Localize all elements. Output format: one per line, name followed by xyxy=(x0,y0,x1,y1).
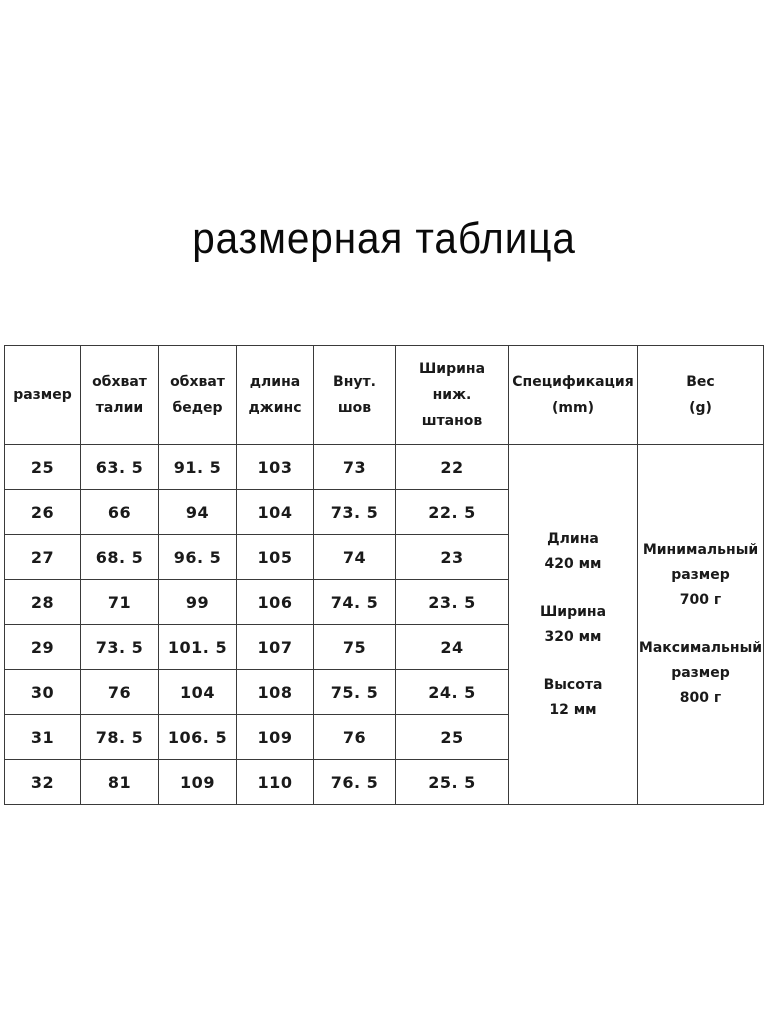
weight-max-label-1: Максимальный xyxy=(638,640,763,656)
weight-min-label-1: Минимальный xyxy=(642,542,759,558)
cell-leg-opening: 24 xyxy=(396,625,509,670)
cell-size: 32 xyxy=(5,760,81,805)
weight-min-label-2: размер xyxy=(671,567,730,583)
cell-leg-opening: 23 xyxy=(396,535,509,580)
cell-inseam: 74 xyxy=(314,535,396,580)
cell-waist: 73. 5 xyxy=(81,625,159,670)
cell-length: 110 xyxy=(237,760,314,805)
header-specification: Спецификация (mm) xyxy=(509,346,638,445)
cell-leg-opening: 24. 5 xyxy=(396,670,509,715)
weight-max-label-2: размер xyxy=(671,665,730,681)
cell-waist: 66 xyxy=(81,490,159,535)
cell-length: 107 xyxy=(237,625,314,670)
cell-hips: 96. 5 xyxy=(159,535,237,580)
specification-cell xyxy=(509,445,638,805)
cell-inseam: 75 xyxy=(314,625,396,670)
cell-hips: 109 xyxy=(159,760,237,805)
cell-size: 30 xyxy=(5,670,81,715)
cell-hips: 101. 5 xyxy=(159,625,237,670)
cell-leg-opening: 22 xyxy=(396,445,509,490)
cell-leg-opening: 22. 5 xyxy=(396,490,509,535)
cell-inseam: 76 xyxy=(314,715,396,760)
spec-width-label: Ширина xyxy=(539,603,607,620)
cell-hips: 104 xyxy=(159,670,237,715)
cell-waist: 68. 5 xyxy=(81,535,159,580)
cell-inseam: 76. 5 xyxy=(314,760,396,805)
cell-inseam: 75. 5 xyxy=(314,670,396,715)
spec-length-label: Длина xyxy=(547,530,599,547)
cell-length: 104 xyxy=(237,490,314,535)
size-table xyxy=(4,345,764,805)
cell-leg-opening: 23. 5 xyxy=(396,580,509,625)
cell-leg-opening: 25. 5 xyxy=(396,760,509,805)
cell-waist: 81 xyxy=(81,760,159,805)
header-inseam: Внут. шов xyxy=(314,346,396,445)
cell-size: 29 xyxy=(5,625,81,670)
cell-length: 105 xyxy=(237,535,314,580)
cell-hips: 94 xyxy=(159,490,237,535)
cell-waist: 71 xyxy=(81,580,159,625)
cell-inseam: 73. 5 xyxy=(314,490,396,535)
spec-length-value: 420 мм xyxy=(544,555,602,572)
header-leg-opening: Ширина ниж. штанов xyxy=(396,346,509,445)
header-waist: обхват талии xyxy=(81,346,159,445)
cell-waist: 76 xyxy=(81,670,159,715)
cell-length: 103 xyxy=(237,445,314,490)
cell-size: 31 xyxy=(5,715,81,760)
weight-max-value: 800 г xyxy=(679,690,722,706)
cell-hips: 99 xyxy=(159,580,237,625)
page-title: размерная таблица xyxy=(192,214,576,263)
cell-size: 25 xyxy=(5,445,81,490)
cell-size: 26 xyxy=(5,490,81,535)
cell-hips: 106. 5 xyxy=(159,715,237,760)
weight-min-value: 700 г xyxy=(679,592,722,608)
cell-waist: 78. 5 xyxy=(81,715,159,760)
cell-hips: 91. 5 xyxy=(159,445,237,490)
cell-size: 27 xyxy=(5,535,81,580)
spec-width-value: 320 мм xyxy=(544,628,602,645)
header-row xyxy=(5,346,764,445)
header-size: размер xyxy=(5,346,81,445)
spec-height-label: Высота xyxy=(543,676,603,693)
header-hips: обхват бедер xyxy=(159,346,237,445)
header-jeans-length: длина джинс xyxy=(237,346,314,445)
cell-inseam: 73 xyxy=(314,445,396,490)
cell-length: 108 xyxy=(237,670,314,715)
header-weight: Вес (g) xyxy=(638,346,764,445)
cell-length: 106 xyxy=(237,580,314,625)
cell-length: 109 xyxy=(237,715,314,760)
cell-size: 28 xyxy=(5,580,81,625)
weight-cell xyxy=(638,445,764,805)
cell-inseam: 74. 5 xyxy=(314,580,396,625)
cell-leg-opening: 25 xyxy=(396,715,509,760)
cell-waist: 63. 5 xyxy=(81,445,159,490)
spec-height-value: 12 мм xyxy=(549,701,597,718)
table-row xyxy=(5,445,764,490)
